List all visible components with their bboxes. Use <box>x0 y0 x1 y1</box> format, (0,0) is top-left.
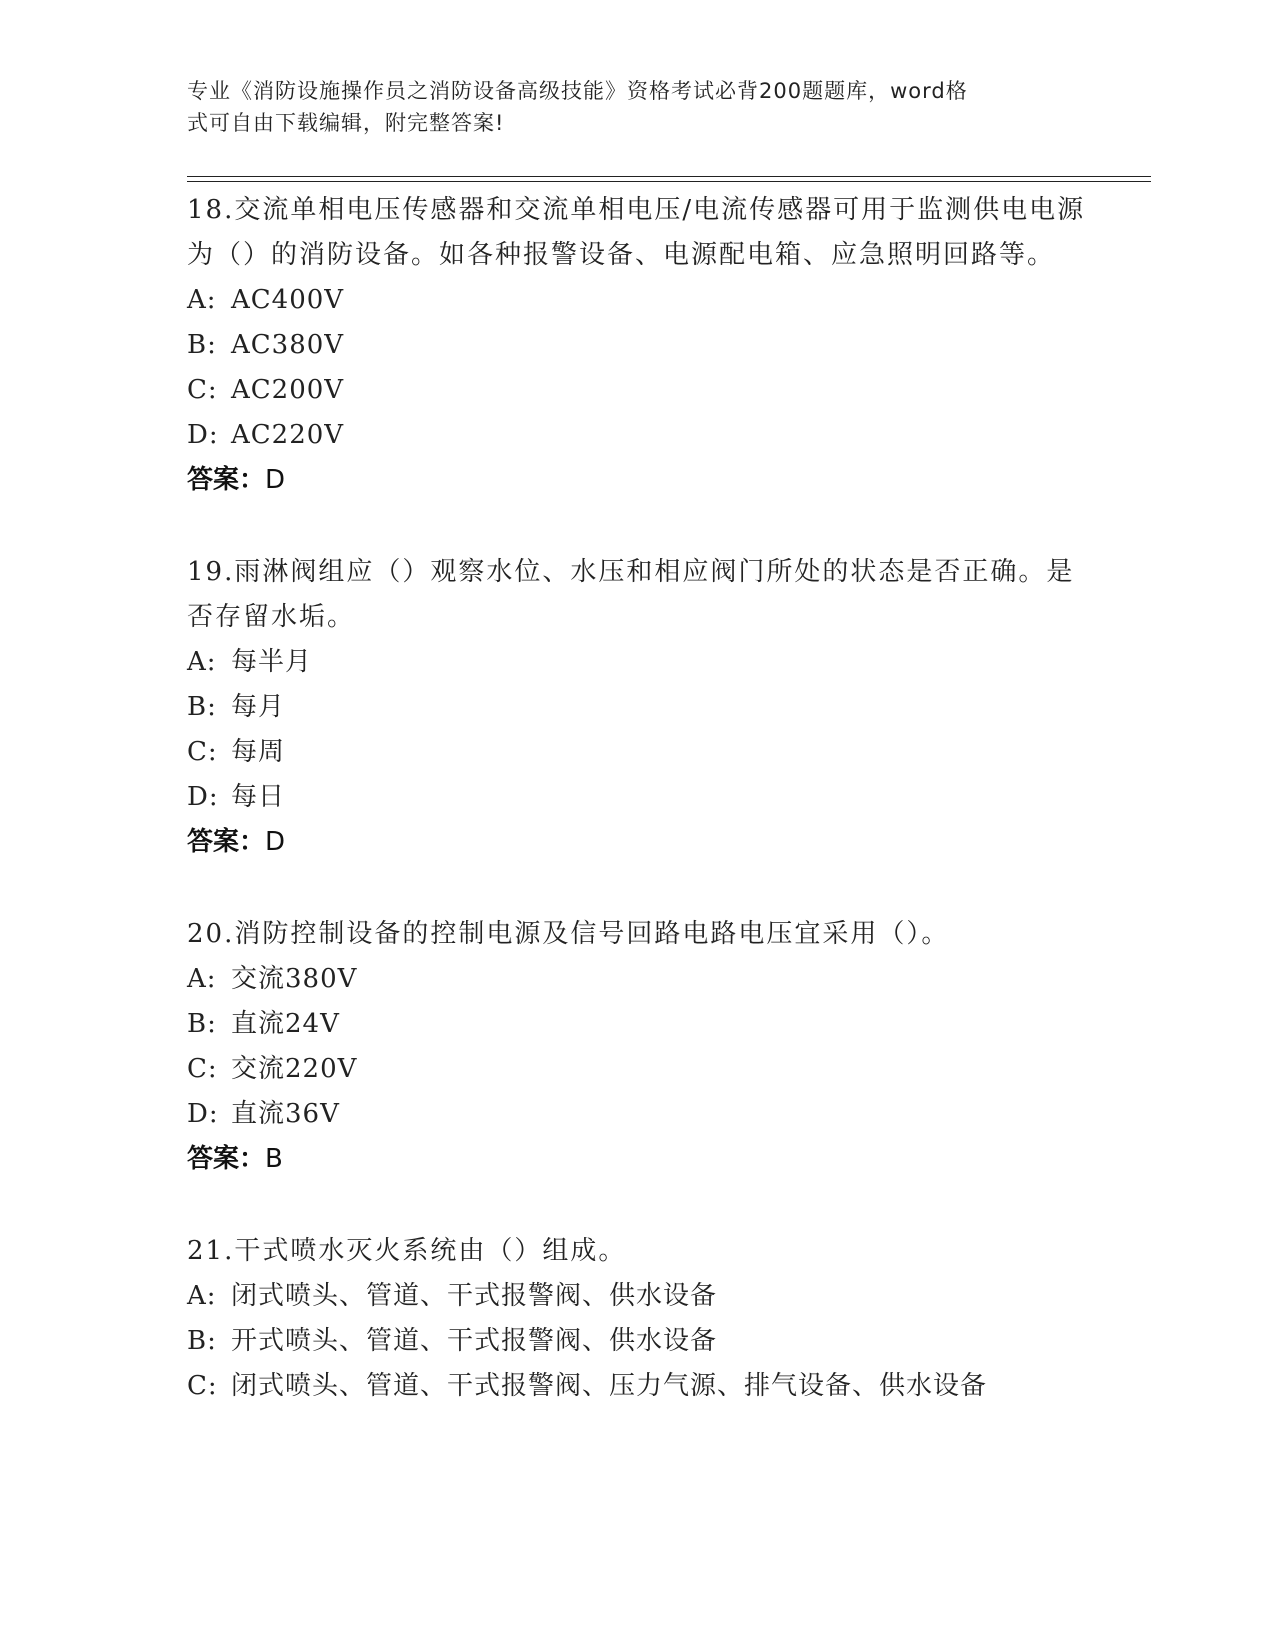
option-text: 每周 <box>231 737 286 767</box>
question-number: 21. <box>187 1236 235 1266</box>
question-text <box>187 188 1087 278</box>
option-b <box>187 1002 1087 1047</box>
option-d <box>187 1092 1087 1137</box>
option-c <box>187 1364 1087 1409</box>
option-key: D: <box>187 1099 219 1129</box>
question-20 <box>187 912 1087 1182</box>
question-18 <box>187 188 1087 503</box>
option-text: AC400V <box>231 285 345 315</box>
answer-value: D <box>265 827 286 857</box>
option-key: D: <box>187 782 219 812</box>
answer-line <box>187 1137 1087 1182</box>
question-text <box>187 1229 1087 1274</box>
question-list <box>187 188 1087 1409</box>
question-text <box>187 912 1087 957</box>
answer-value: D <box>265 465 286 495</box>
option-text: AC200V <box>231 375 345 405</box>
option-key: A: <box>187 964 217 994</box>
option-b <box>187 685 1087 730</box>
option-b <box>187 323 1087 368</box>
option-text: 每月 <box>231 692 286 722</box>
option-text: 每半月 <box>231 647 313 677</box>
header-divider-bottom <box>187 181 1151 182</box>
option-text: 每日 <box>231 782 286 812</box>
question-body: 消防控制设备的控制电源及信号回路电路电压宜采用（）。 <box>234 919 950 949</box>
option-key: C: <box>187 1371 218 1401</box>
answer-line <box>187 458 1087 503</box>
header-line-2: 式可自由下载编辑，附完整答案! <box>187 111 505 135</box>
option-a <box>187 1274 1087 1319</box>
option-c <box>187 368 1087 413</box>
question-number: 18. <box>187 195 235 225</box>
option-d <box>187 775 1087 820</box>
option-key: C: <box>187 1054 218 1084</box>
option-text: 直流36V <box>231 1099 340 1129</box>
option-key: B: <box>187 330 217 360</box>
option-d <box>187 413 1087 458</box>
option-b <box>187 1319 1087 1364</box>
option-text: AC220V <box>231 420 345 450</box>
option-text: 闭式喷头、管道、干式报警阀、供水设备 <box>231 1281 718 1311</box>
option-a <box>187 640 1087 685</box>
option-text: 交流380V <box>231 964 358 994</box>
option-key: B: <box>187 692 217 722</box>
option-key: D: <box>187 420 219 450</box>
answer-label: 答案： <box>187 465 266 495</box>
answer-value: B <box>265 1144 283 1174</box>
question-text <box>187 550 1087 640</box>
option-a <box>187 957 1087 1002</box>
question-body: 交流单相电压传感器和交流单相电压/电流传感器可用于监测供电电源为（）的消防设备。如各种报警设备、电源配电箱、应急照明回路等。 <box>187 195 1086 270</box>
option-text: 交流220V <box>231 1054 358 1084</box>
question-number: 20. <box>187 919 235 949</box>
option-key: C: <box>187 375 218 405</box>
option-key: C: <box>187 737 218 767</box>
question-21 <box>187 1229 1087 1409</box>
option-a <box>187 278 1087 323</box>
option-key: B: <box>187 1326 217 1356</box>
option-c <box>187 730 1087 775</box>
option-c <box>187 1047 1087 1092</box>
answer-label: 答案： <box>187 827 266 857</box>
option-text: 闭式喷头、管道、干式报警阀、压力气源、排气设备、供水设备 <box>231 1371 988 1401</box>
option-text: AC380V <box>231 330 345 360</box>
option-key: A: <box>187 1281 217 1311</box>
question-19 <box>187 550 1087 865</box>
question-body: 干式喷水灭火系统由（）组成。 <box>234 1236 627 1266</box>
option-key: B: <box>187 1009 217 1039</box>
option-key: A: <box>187 647 217 677</box>
document-header <box>187 75 1067 139</box>
option-key: A: <box>187 285 217 315</box>
option-text: 开式喷头、管道、干式报警阀、供水设备 <box>231 1326 718 1356</box>
answer-line <box>187 820 1087 865</box>
header-line-1: 专业《消防设施操作员之消防设备高级技能》资格考试必背200题题库，word格 <box>187 79 968 103</box>
option-text: 直流24V <box>231 1009 340 1039</box>
question-number: 19. <box>187 557 235 587</box>
question-body: 雨淋阀组应（）观察水位、水压和相应阀门所处的状态是否正确。是否存留水垢。 <box>187 557 1075 632</box>
answer-label: 答案： <box>187 1144 266 1174</box>
header-divider-top <box>187 176 1151 177</box>
